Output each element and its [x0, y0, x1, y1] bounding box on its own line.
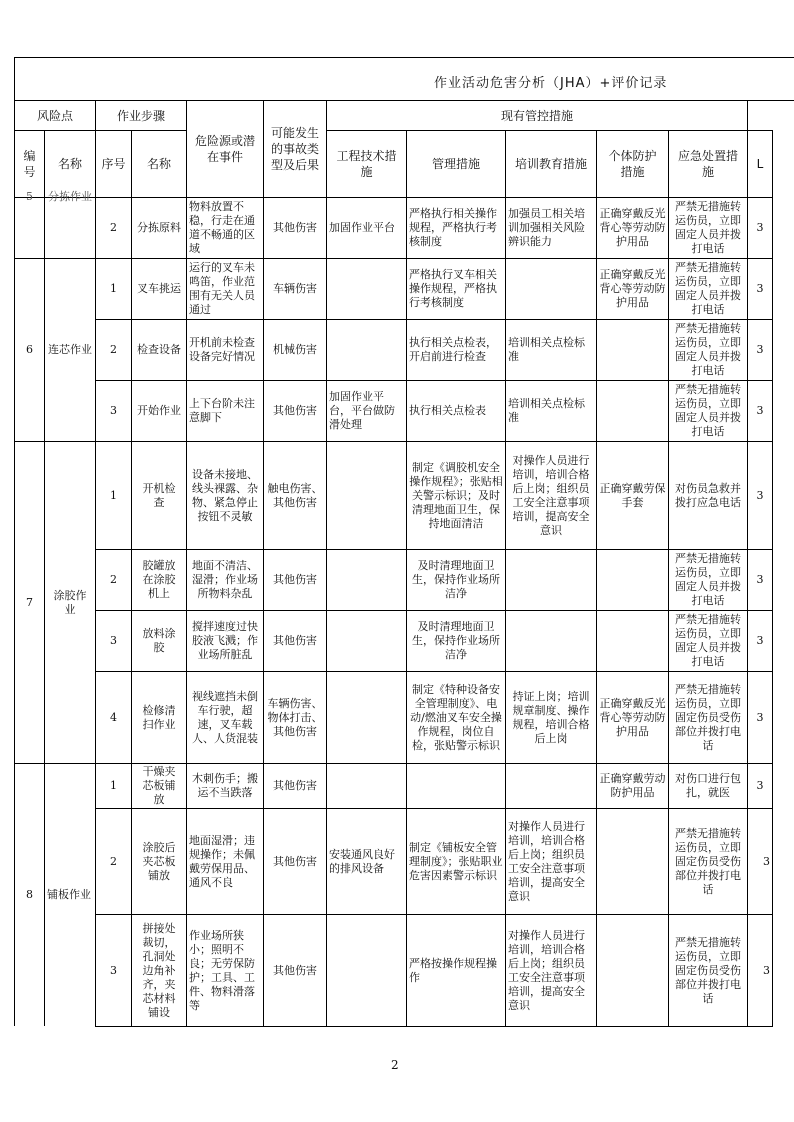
step-name: 检修清扫作业: [131, 671, 186, 763]
emergency-measure: 严禁无措施转运伤员，立即固定伤员受伤部位并拨打电话: [668, 671, 747, 763]
training-measure: [505, 549, 596, 610]
seq: 2: [95, 319, 131, 380]
header-step-name: 名称: [131, 130, 186, 197]
page-number: 2: [391, 1058, 399, 1072]
accident-type: 车辆伤害、物体打击、其他伤害: [263, 671, 326, 763]
header-step-no: 序号: [95, 130, 131, 197]
ppe-measure: 正确穿戴反光背心等劳动防护用品: [596, 258, 668, 319]
management-measure: 严格执行相关操作规程，严格执行考核制度: [406, 197, 505, 258]
accident-type: 其他伤害: [263, 549, 326, 610]
accident-type: 触电伤害、其他伤害: [263, 441, 326, 549]
engineering-measure: [326, 319, 406, 380]
L-value: 3: [747, 549, 772, 610]
hazard: 地面不清洁、湿滑；作业场所物料杂乱: [186, 549, 263, 610]
step-name: 拼接处裁切，孔洞处边角补齐，夹芯材料铺设: [131, 914, 186, 1026]
L-value: 3: [747, 380, 772, 441]
L-value: 3: [747, 258, 772, 319]
emergency-measure: 严禁无措施转运伤员，立即固定人员并拨打电话: [668, 197, 747, 258]
management-measure: 执行相关点检表: [406, 380, 505, 441]
hazard: 设备未接地、线头裸露、杂物、紧急停止按钮不灵敏: [186, 441, 263, 549]
group-no-6: 6: [14, 258, 44, 441]
ppe-measure: [596, 319, 668, 380]
group-no-5: [14, 190, 44, 258]
header-training: 培训教育措施: [505, 130, 596, 197]
step-name: 检查设备: [131, 319, 186, 380]
hazard: 地面湿滑；违规操作；未佩戴劳保用品、通风不良: [186, 808, 263, 914]
engineering-measure: 安装通风良好的排风设备: [326, 808, 406, 914]
group-name-7: 涂胶作业: [44, 441, 95, 763]
step-name: 涂胶后夹芯板铺放: [131, 808, 186, 914]
ppe-measure: 正确穿戴劳动防护用品: [596, 763, 668, 808]
header-accident-type: 可能发生的事故类型及后果: [263, 100, 326, 197]
step-name: 叉车挑运: [131, 258, 186, 319]
emergency-measure: 严禁无措施转运伤员，立即固定人员并拨打电话: [668, 610, 747, 671]
seq: 3: [95, 610, 131, 671]
management-measure: 制定《铺板安全管理制度》；张贴职业危害因素警示标识: [406, 808, 505, 914]
ppe-measure: [596, 380, 668, 441]
emergency-measure: 对伤口进行包扎，就医: [668, 763, 747, 808]
training-measure: 培训相关点检标准: [505, 380, 596, 441]
L-value: 3: [747, 808, 772, 914]
emergency-measure: 严禁无措施转运伤员，立即固定人员并拨打电话: [668, 549, 747, 610]
seq: 2: [95, 808, 131, 914]
step-name: 开始作业: [131, 380, 186, 441]
L-value: 3: [747, 610, 772, 671]
ppe-measure: [596, 549, 668, 610]
emergency-measure: 严禁无措施转运伤员，立即固定伤员受伤部位并拨打电话: [668, 808, 747, 914]
seq: 3: [95, 380, 131, 441]
L-value: 3: [747, 671, 772, 763]
emergency-measure: 对伤员急救并拨打应急电话: [668, 441, 747, 549]
emergency-measure: 严禁无措施转运伤员，立即固定人员并拨打电话: [668, 380, 747, 441]
ppe-measure: [596, 914, 668, 1026]
header-existing-controls: 现有管控措施: [326, 100, 747, 130]
training-measure: [505, 763, 596, 808]
management-measure: 执行相关点检表，开启前进行检查: [406, 319, 505, 380]
seq: 1: [95, 258, 131, 319]
seq: 1: [95, 763, 131, 808]
L-value: 3: [747, 319, 772, 380]
header-ppe: 个体防护措施: [596, 130, 668, 197]
emergency-measure: 严禁无措施转运伤员，立即固定人员并拨打电话: [668, 319, 747, 380]
training-measure: 对操作人员进行培训，培训合格后上岗；组织员工安全注意事项培训，提高安全意识: [505, 441, 596, 549]
accident-type: 其他伤害: [263, 197, 326, 258]
hazard: 视线遮挡未倒车行驶，超速，叉车载人、人货混装: [186, 671, 263, 763]
training-measure: 加强员工相关培训加强相关风险辨识能力: [505, 197, 596, 258]
ppe-measure: 正确穿戴劳保手套: [596, 441, 668, 549]
group-name-5: [44, 190, 95, 258]
ppe-measure: [596, 808, 668, 914]
group-name-8: 铺板作业: [44, 763, 95, 1026]
training-measure: 对操作人员进行培训，培训合格后上岗；组织员工安全注意事项培训，提高安全意识: [505, 808, 596, 914]
group-no-7: 7: [14, 441, 44, 763]
L-value: 3: [747, 914, 772, 1026]
header-risk-point: 风险点: [14, 100, 95, 130]
accident-type: 其他伤害: [263, 763, 326, 808]
seq: 1: [95, 441, 131, 549]
management-measure: [406, 763, 505, 808]
management-measure: 严格按操作规程操作: [406, 914, 505, 1026]
step-name: 开机检查: [131, 441, 186, 549]
ppe-measure: [596, 610, 668, 671]
management-measure: 严格执行叉车相关操作规程，严格执行考核制度: [406, 258, 505, 319]
hazard: 运行的叉车未鸣笛，作业范围有无关人员通过: [186, 258, 263, 319]
management-measure: 及时清理地面卫生，保持作业场所洁净: [406, 549, 505, 610]
emergency-measure: 严禁无措施转运伤员，立即固定伤员受伤部位并拨打电话: [668, 914, 747, 1026]
engineering-measure: [326, 549, 406, 610]
engineering-measure: [326, 258, 406, 319]
accident-type: 其他伤害: [263, 380, 326, 441]
group-name-6: 连芯作业: [44, 258, 95, 441]
accident-type: 其他伤害: [263, 610, 326, 671]
hazard: 物料放置不稳，行走在通道不畅通的区域: [186, 197, 263, 258]
training-measure: [505, 258, 596, 319]
hazard: 木刺伤手；搬运不当跌落: [186, 763, 263, 808]
step-name: 胶罐放在涂胶机上: [131, 549, 186, 610]
L-value: 3: [747, 441, 772, 549]
step-name: 干燥夹芯板铺放: [131, 763, 186, 808]
header-emergency: 应急处置措施: [668, 130, 747, 197]
hazard: 搅拌速度过快胶液飞溅；作业场所脏乱: [186, 610, 263, 671]
engineering-measure: [326, 441, 406, 549]
engineering-measure: [326, 763, 406, 808]
page-title: 作业活动危害分析（JHA）+评价记录: [434, 76, 668, 91]
seq: 2: [95, 197, 131, 258]
hazard: 开机前未检查设备完好情况: [186, 319, 263, 380]
hazard: 上下台阶未注意脚下: [186, 380, 263, 441]
engineering-measure: 加固作业平台: [326, 197, 406, 258]
accident-type: 车辆伤害: [263, 258, 326, 319]
engineering-measure: [326, 610, 406, 671]
accident-type: 机械伤害: [263, 319, 326, 380]
management-measure: 及时清理地面卫生，保持作业场所洁净: [406, 610, 505, 671]
training-measure: [505, 610, 596, 671]
group-no-8: 8: [14, 763, 44, 1026]
table-bottom-border: [95, 1026, 773, 1027]
group-no: 5: [26, 190, 33, 203]
ppe-measure: 正确穿戴反光背心等劳动防护用品: [596, 671, 668, 763]
engineering-measure: 加固作业平台，平台做防滑处理: [326, 380, 406, 441]
header-risk-name: 名称: [44, 130, 95, 197]
training-measure: 培训相关点检标准: [505, 319, 596, 380]
table-right-border: [772, 130, 773, 1026]
header-hazard: 危险源或潜在事件: [186, 100, 263, 197]
emergency-measure: 严禁无措施转运伤员，立即固定人员并拨打电话: [668, 258, 747, 319]
seq: 3: [95, 914, 131, 1026]
L-value: 3: [747, 763, 772, 808]
header-risk-no: 编号: [14, 130, 44, 197]
engineering-measure: [326, 914, 406, 1026]
L-value: 3: [747, 197, 772, 258]
title-box: [14, 57, 794, 100]
seq: 2: [95, 549, 131, 610]
management-measure: 制定《调胶机安全操作规程》；张贴相关警示标识；及时清理地面卫生，保持地面清洁: [406, 441, 505, 549]
group-name: 分拣作业: [48, 190, 92, 203]
header-engineering: 工程技术措施: [326, 130, 406, 197]
hazard: 作业场所狭小；照明不良；无劳保防护；工具、工件、物料滑落等: [186, 914, 263, 1026]
engineering-measure: [326, 671, 406, 763]
management-measure: 制定《特种设备安全管理制度》、电动/燃油叉车安全操作规程，岗位自检，张贴警示标识: [406, 671, 505, 763]
header-management: 管理措施: [406, 130, 505, 197]
training-measure: 持证上岗；培训规章制度、操作规程，培训合格后上岗: [505, 671, 596, 763]
training-measure: 对操作人员进行培训，培训合格后上岗；组织员工安全注意事项培训，提高安全意识: [505, 914, 596, 1026]
step-name: 放料涂胶: [131, 610, 186, 671]
seq: 4: [95, 671, 131, 763]
header-L: L: [747, 130, 772, 197]
accident-type: 其他伤害: [263, 808, 326, 914]
header-work-steps: 作业步骤: [95, 100, 186, 130]
header-blank: [747, 100, 794, 130]
ppe-measure: 正确穿戴反光背心等劳动防护用品: [596, 197, 668, 258]
accident-type: 其他伤害: [263, 914, 326, 1026]
step-name: 分拣原料: [131, 197, 186, 258]
